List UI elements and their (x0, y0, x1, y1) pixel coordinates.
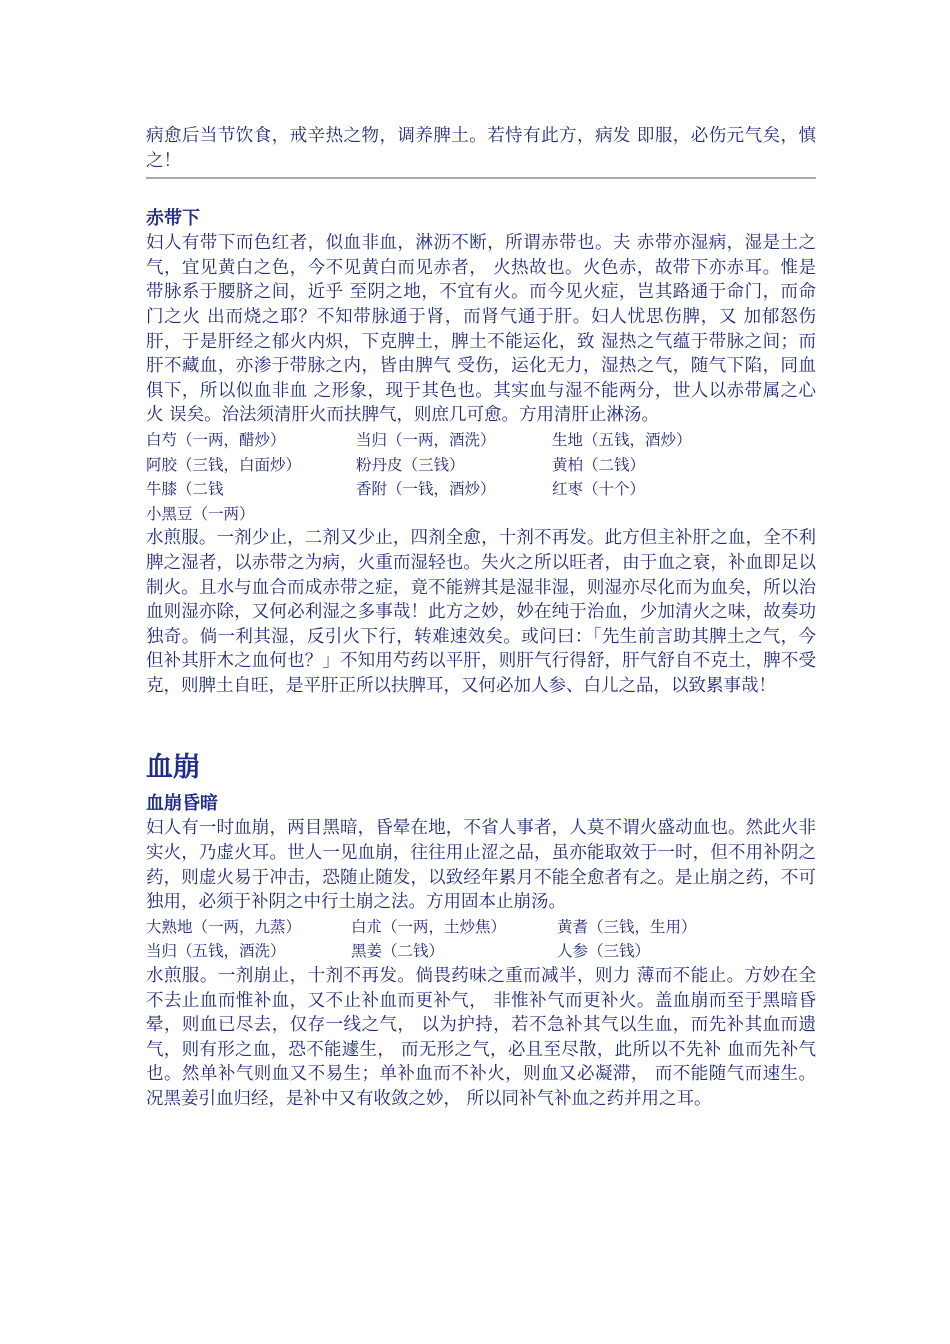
herb-item: 生地（五钱，酒炒） (552, 430, 692, 449)
herb-list (146, 428, 816, 526)
herb-row (146, 428, 816, 453)
herb-item: 香附（一钱，酒炒） (356, 480, 496, 499)
herb-row (146, 453, 816, 478)
herb-item: 黄柏（二钱） (552, 455, 646, 474)
section-title-chidaixia: 赤带下 (146, 208, 200, 230)
herb-item: 阿胶（三钱，白面炒） (146, 455, 302, 474)
herb-item: 当归（五钱，酒洗） (146, 942, 286, 961)
spacer (146, 698, 816, 750)
herb-item: 人参（三钱） (557, 942, 651, 961)
herb-row (146, 477, 816, 502)
herb-item: 小黑豆（一两） (146, 504, 255, 523)
herb-item: 白芍（一两，醋炒） (146, 430, 286, 449)
document-page (146, 124, 816, 1112)
section-description: 妇人有一时血崩，两目黑暗，昏晕在地，不省人事者，人莫不谓火盛动血也。然此火非实火，乃虚火耳。世人一见血崩，往往用止涩之品，虽亦能取效于一时，但不用补阴之药，则虚火易于冲击，恐随止随发，以致经年累月不能全愈者有之。是止崩之药，不可独用，必须于补阴之中行土崩之法。方用固本止崩汤。 (146, 818, 816, 913)
herb-item: 红枣（十个） (552, 480, 646, 499)
herb-item: 粉丹皮（三钱） (356, 455, 465, 474)
herb-item: 黄耆（三钱，生用） (557, 917, 697, 936)
herb-row (146, 502, 816, 527)
herb-item: 牛膝（二钱 (146, 480, 224, 499)
herb-item: 大熟地（一两，九蒸） (146, 917, 302, 936)
herb-item: 白朮（一两，土炒焦） (351, 917, 507, 936)
herb-row (146, 939, 816, 964)
chapter-title-xuebeng: 血崩 (146, 752, 200, 784)
section-description: 妇人有带下而色红者，似血非血，淋沥不断，所谓赤带也。夫 赤带亦湿病，湿是土之气，宜见黄白之色，今不见黄白而见赤者， 火热故也。火色赤，故带下亦赤耳。惟是带脉系于腰脐之间，近乎 至阴之地，不宜有火。而今见火症，岂其路通于命门，而命门之火 出而烧之耶？不知带脉通于肾，而肾气通于肝。妇人忧思伤脾，又 加郁怒伤肝，于是肝经之郁火内炽，下克脾土，脾土不能运化，致 湿热之气蕴于带脉之间；而肝不藏血，亦渗于带脉之内，皆由脾气 受伤，运化无力，湿热之气，随气下陷，同血俱下，所以似血非血 之形象，现于其色也。其实血与湿不能两分，世人以赤带属之心火 误矣。治法须清肝火而扶脾气，则庶几可愈。方用清肝止淋汤。 (146, 233, 816, 426)
herb-row (146, 915, 816, 940)
herb-item: 当归（一两，酒洗） (356, 430, 496, 449)
herb-item: 黑姜（二钱） (351, 942, 445, 961)
section-title-xuebenghunan: 血崩昏暗 (146, 793, 218, 815)
usage-paragraph: 水煎服。一剂少止，二剂又少止，四剂全愈，十剂不再发。此方但主补肝之血，全不利脾之湿者，以赤带之为病，火重而湿轻也。失火之所以旺者，由于血之衰，补血即足以制火。且水与血合而成赤带之症，竟不能辨其是湿非湿，则湿亦尽化而为血矣，所以治血则湿亦除，又何必利湿之多事哉！此方之妙，妙在纯于治血，少加清火之味，故奏功独奇。倘一利其湿，反引火下行，转难速效矣。或问曰：「先生前言助其脾土之气，今但补其肝木之血何也？」不知用芍药以平肝，则肝气行得舒，肝气舒自不克土，脾不受克，则脾土自旺，是平肝正所以扶脾耳，又何必加人参、白儿之品，以致累事哉！ (146, 528, 816, 696)
intro-paragraph: 病愈后当节饮食，戒辛热之物，调养脾土。若恃有此方，病发 即服，必伤元气矣，慎之！ (146, 126, 816, 171)
usage-paragraph: 水煎服。一剂崩止，十剂不再发。倘畏药味之重而减半，则力 薄而不能止。方妙在全不去止血而惟补血，又不止补血而更补气， 非惟补气而更补火。盖血崩而至于黑暗昏晕，则血已尽去，仅存一线之气， 以为护持，若不急补其气以生血，而先补其血而遗气，则有形之血，恐不能遽生， 而无形之气，必且至尽散，此所以不先补 血而先补气也。然单补气则血又不易生；单补血而不补火，则血又必凝滞， 而不能随气而速生。况黑姜引血归经，是补中又有收敛之妙， 所以同补气补血之药并用之耳。 (146, 966, 816, 1109)
spacer (146, 179, 816, 207)
herb-list (146, 915, 816, 964)
